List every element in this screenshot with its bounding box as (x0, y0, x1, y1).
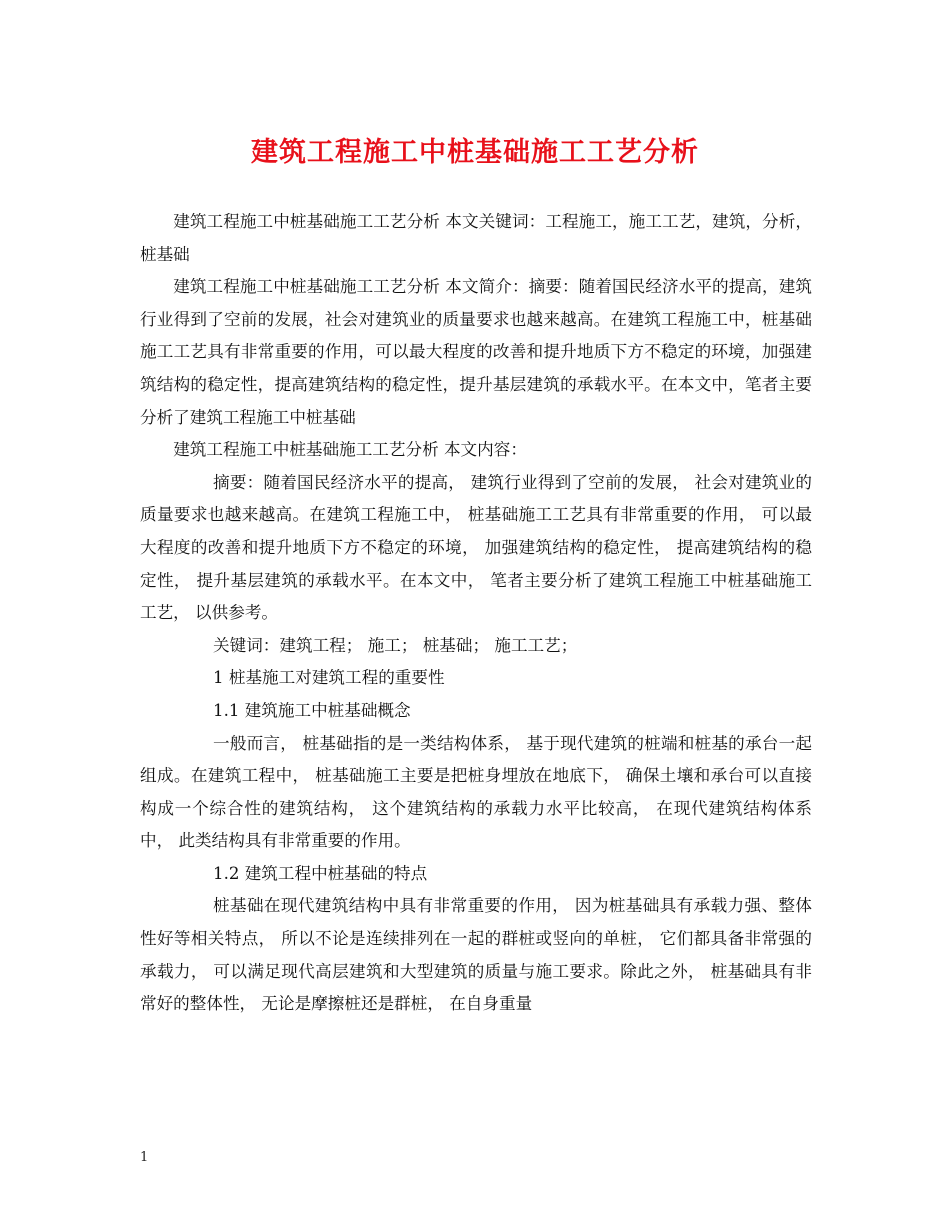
summary-intro-paragraph: 建筑工程施工中桩基础施工工艺分析 本文简介：摘要：随着国民经济水平的提高，建筑行业得到了空前的发展，社会对建筑业的质量要求也越来越高。在建筑工程施工中，桩基础施工工艺具有非常重要的作用，可以最大程度的改善和提升地质下方不稳定的环境，加强建筑结构的稳定性，提高建筑结构的稳定性，提升基层建筑的承载水平。在本文中，笔者主要分析了建筑工程施工中桩基础 (140, 277, 812, 427)
abstract-paragraph: 摘要：随着国民经济水平的提高， 建筑行业得到了空前的发展， 社会对建筑业的质量要求也越来越高。在建筑工程施工中， 桩基础施工工艺具有非常重要的作用， 可以最大程度的改善和提升地质下方不稳定的环境， 加强建筑结构的稳定性， 提高建筑结构的稳定性， 提升基层建筑的承载水平。在本文中， 笔者主要分析了建筑工程施工中桩基础施工工艺， 以供参考。 (140, 472, 812, 623)
document-title: 建筑工程施工中桩基础施工工艺分析 (251, 137, 699, 168)
subsection-heading: 1.2 建筑工程中桩基础的特点 (213, 863, 428, 883)
keywords-intro-paragraph: 建筑工程施工中桩基础施工工艺分析 本文关键词：工程施工，施工工艺，建筑，分析，桩基础 (140, 212, 812, 264)
body-paragraph: 一般而言， 桩基础指的是一类结构体系， 基于现代建筑的桩端和桩基的承台一起组成。在建筑工程中， 桩基础施工主要是把桩身埋放在地底下， 确保土壤和承台可以直接构成一个综合性的建筑结构， 这个建筑结构的承载力水平比较高， 在现代建筑结构体系中， 此类结构具有非常重要的作用。 (140, 733, 812, 851)
subsection-heading: 1.1 建筑施工中桩基础概念 (213, 700, 411, 720)
section-heading: 1 桩基施工对建筑工程的重要性 (213, 668, 445, 688)
content-intro-paragraph: 建筑工程施工中桩基础施工工艺分析 本文内容： (173, 440, 527, 460)
keywords-line: 关键词：建筑工程； 施工； 桩基础； 施工工艺； (213, 635, 578, 655)
page-number: 1 (140, 1150, 149, 1165)
body-paragraph: 桩基础在现代建筑结构中具有非常重要的作用， 因为桩基础具有承载力强、整体性好等相关特点， 所以不论是连续排列在一起的群桩或竖向的单桩， 它们都具备非常强的承载力， 可以满足现代高层建筑和大型建筑的质量与施工要求。除此之外， 桩基础具有非常好的整体性， 无论是摩擦桩还是群桩， 在自身重量 (140, 896, 812, 1014)
document-body (140, 206, 812, 1021)
